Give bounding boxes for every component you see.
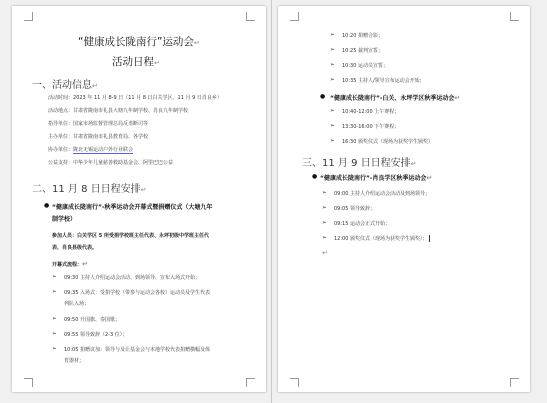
document-page-right [278, 6, 530, 392]
info-line-time: 活动时间：2023 年 11 月 8-9 日（11 月 8 日白关学区，11 月 9 日肖良乡） [48, 95, 222, 101]
arrow-icon: ➢ [330, 62, 335, 68]
event3-title: “健康成长陇南行”-肖良学区秋季运动会↵ [320, 174, 433, 182]
bullet-icon: ● [312, 173, 318, 180]
arrow-icon: ➢ [330, 77, 335, 83]
arrow-icon: ➢ [330, 47, 335, 53]
info-line-host: 主办单位：甘肃省陇南市礼县教育局、各学校 [48, 134, 149, 140]
arrow-icon: ➢ [322, 190, 327, 196]
arrow-icon: ➢ [330, 32, 335, 38]
event3-item: 09:00 主持人介绍运动会活动及到场领导； [334, 191, 431, 197]
page-corner-mark [246, 378, 255, 387]
arrow-icon: ➢ [52, 274, 57, 280]
arrow-icon: ➢ [52, 316, 57, 322]
schedule-item: 09:35 入场式：受捐学校（带参与运动会各校）运动员及学生代表 [64, 290, 211, 296]
info-line-location: 活动地点：甘肃省陇南市礼县大塘九年制学校、肖良九年制学校 [48, 108, 189, 114]
section-heading-nov8: 二、11 月 8 日日程安排↵ [32, 184, 147, 195]
bullet-icon: ● [320, 93, 326, 100]
schedule-item: 10:35 主持人/领导宣布运动会开始； [342, 78, 425, 84]
opening-process-label: 开幕式流程：↵ [52, 260, 88, 268]
arrow-icon: ➢ [52, 289, 57, 295]
info-line-support: 公益支持：中华少年儿童慈善救助基金会、阿里巴巴公益 [48, 160, 174, 166]
section-heading-nov9: 三、11 月 9 日日程安排↵ [302, 158, 417, 169]
page-corner-mark [24, 378, 33, 387]
text-cursor [429, 235, 430, 242]
schedule-item: 10:25 裁判宣誓； [342, 48, 383, 54]
schedule-item: 10:20 捐赠合影； [342, 33, 383, 39]
event2-item: 10:40-12:00 上午赛程； [342, 109, 400, 115]
info-line-guide: 指导单位：国家市场监督管理总局反垄断司等 [48, 121, 149, 127]
page-corner-mark [510, 12, 519, 21]
arrow-icon: ➢ [330, 108, 335, 114]
event2-title: “健康成长陇南行”-白关、永坪学区秋季运动会↵ [330, 94, 461, 102]
arrow-icon: ➢ [330, 138, 335, 144]
event2-item: 16:30 颁奖仪式（现场为获奖学生颁奖） [342, 139, 434, 145]
schedule-item: 10:30 运动员宣誓； [342, 63, 388, 69]
bullet-icon: ● [44, 202, 50, 209]
schedule-item-cont: 育器材； [64, 358, 85, 364]
section-heading-info: 一、活动信息↵ [32, 80, 98, 91]
arrow-icon: ➢ [52, 346, 57, 352]
document-title: “健康成长陇南行”运动会↵ [78, 36, 200, 48]
arrow-icon: ➢ [322, 235, 327, 241]
event2-item: 13:30-16:00 下午赛程； [342, 124, 400, 130]
event3-item: 12:00 颁奖仪式（现场为获奖学生颁奖）； [334, 236, 428, 242]
page-corner-mark [24, 12, 33, 21]
participants-line2: 表、肖良县级代表。 [52, 245, 98, 251]
participants-line1: 参加人员：白关学区 5 所受捐学校班主任代表、永坪初级中学班主任代 [52, 233, 209, 239]
paragraph-mark: ↵ [322, 249, 328, 257]
document-subtitle: 活动日程↵ [112, 56, 160, 68]
schedule-item: 09:30 主持人介绍运动会活动、到场领导、宣布入场式开始； [64, 275, 201, 281]
schedule-item: 10:05 捐赠议加：领导与及让基金会与本地学校代表捐赠横幅及体 [64, 347, 211, 353]
page-gap-divider [271, 0, 272, 403]
event-title-line1: “健康成长陇南行”-秋季运动会开幕式暨捐赠仪式（大塘九年 [52, 204, 213, 211]
page-corner-mark [290, 378, 299, 387]
arrow-icon: ➢ [52, 331, 57, 337]
event3-item: 09:15 运动会正式开始； [334, 221, 390, 227]
document-page-left [12, 6, 266, 392]
schedule-item-cont: 列队入场； [64, 301, 90, 307]
arrow-icon: ➢ [322, 205, 327, 211]
event3-item: 09:05 领导致辞； [334, 206, 375, 212]
event-title-line2: 制学校） [52, 216, 77, 223]
arrow-icon: ➢ [330, 123, 335, 129]
page-corner-mark [510, 378, 519, 387]
schedule-item: 09:50 升国旗、奏国歌； [64, 317, 120, 323]
info-line-co-host: 协办单位：陇北无锡运动户外行业联会 [48, 147, 134, 153]
arrow-icon: ➢ [322, 220, 327, 226]
page-corner-mark [246, 12, 255, 21]
page-corner-mark [290, 12, 299, 21]
schedule-item: 09:55 领导致辞（2-3 位）； [64, 332, 128, 338]
